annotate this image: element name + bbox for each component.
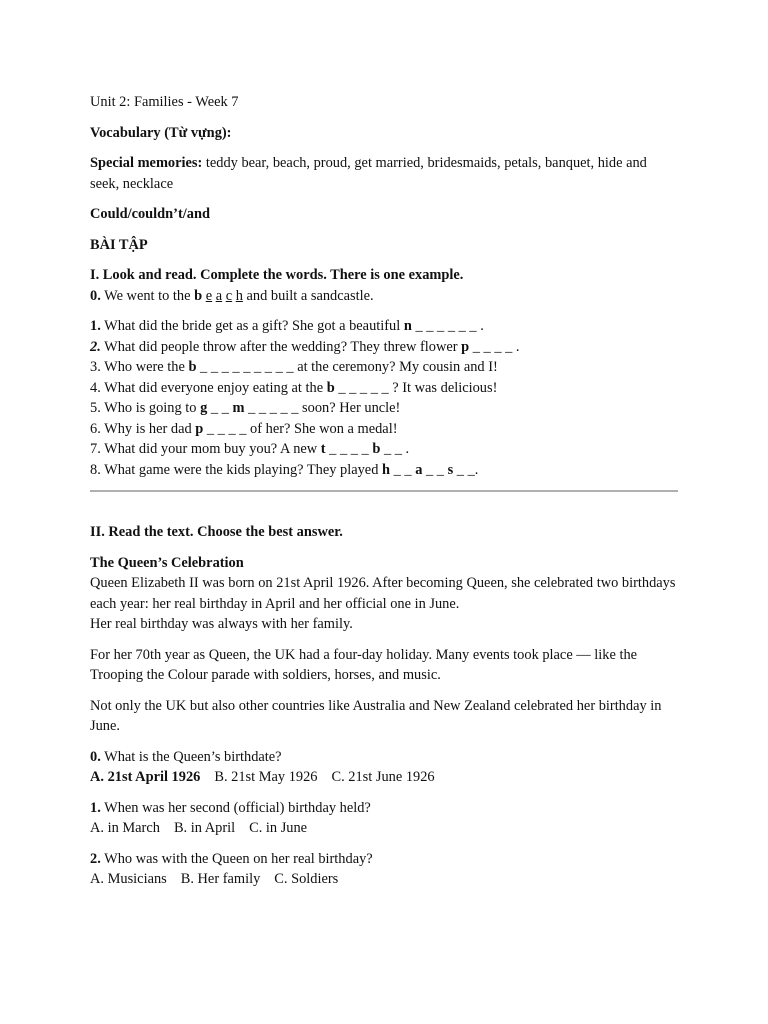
part1-heading: I. Look and read. Complete the words. There is one example.: [90, 267, 464, 283]
part2-question-1: 1. When was her second (official) birthday held?: [90, 799, 371, 816]
vocabulary-heading: Vocabulary (Từ vựng):: [90, 124, 232, 141]
part2-answers-2: [90, 869, 678, 890]
part1-question-6: 6. Why is her dad p _ _ _ _ of her? She won a medal!: [90, 420, 398, 437]
part2-answers-1: [90, 818, 678, 839]
unit-title: Unit 2: Families - Week 7: [90, 94, 239, 110]
answer-option: A. in March: [90, 820, 160, 836]
part1-question-5: 5. Who is going to g _ _ m _ _ _ _ _ soon? Her uncle!: [90, 400, 401, 416]
part1-question-8: 8. What game were the kids playing? They played h _ _ a _ _ s _ _.: [90, 461, 479, 478]
special-memories-line: [90, 153, 678, 194]
part1-question-1: 1. What did the bride get as a gift? She got a beautiful n _ _ _ _ _ _ .: [90, 318, 484, 334]
part1-question-7: 7. What did your mom buy you? A new t _ _ _ _ b _ _ .: [90, 441, 410, 457]
story-paragraph-1: Queen Elizabeth II was born on 21st April 1926. After becoming Queen, she celebrated two birthdays each year: her real birthday in April and her official one in June.: [90, 575, 676, 612]
special-memories-label: Special memories:: [90, 155, 203, 171]
part1-question-4: 4. What did everyone enjoy eating at the b _ _ _ _ _ ? It was delicious!: [90, 379, 498, 396]
answer-option-selected: A. 21st April 1926: [90, 769, 201, 785]
story-paragraph-1-line-2: Her real birthday was always with her family.: [90, 616, 353, 632]
answer-option: C. Soldiers: [274, 871, 339, 887]
part1-example: 0. We went to the b e a c h and built a sandcastle.: [90, 287, 374, 304]
answer-option: C. 21st June 1926: [331, 769, 435, 785]
part1-question-2: 2. What did people throw after the wedding? They threw flower p _ _ _ _ .: [90, 338, 520, 355]
story-title: The Queen’s Celebration: [90, 554, 244, 571]
grammar-heading: Could/couldn’t/and: [90, 206, 210, 222]
worksheet-content: [90, 92, 678, 890]
special-memories-text: teddy bear, beach, proud, get married, bridesmaids, petals, banquet, hide and seek, necklace: [90, 155, 647, 192]
answer-option: C. in June: [249, 820, 308, 836]
part2-question-2: 2. Who was with the Queen on her real birthday?: [90, 850, 373, 867]
story-paragraph-3: Not only the UK but also other countries like Australia and New Zealand celebrated her birthday in June.: [90, 697, 662, 734]
part2-question-0: 0. What is the Queen’s birthdate?: [90, 748, 282, 765]
answer-option: A. Musicians: [90, 871, 167, 887]
answer-option: B. Her family: [180, 871, 261, 887]
part2-heading: II. Read the text. Choose the best answer.: [90, 524, 343, 540]
answer-option: B. in April: [173, 820, 236, 836]
part1-question-3: 3. Who were the b _ _ _ _ _ _ _ _ _ at the ceremony? My cousin and I!: [90, 359, 498, 375]
part2-answers-0: [90, 767, 678, 788]
answer-option: B. 21st May 1926: [214, 769, 318, 785]
exercises-heading: BÀI TẬP: [90, 236, 148, 253]
story-paragraph-2: For her 70th year as Queen, the UK had a four-day holiday. Many events took place — like the Trooping the Colour parade with soldiers, horses, and music.: [90, 646, 638, 683]
